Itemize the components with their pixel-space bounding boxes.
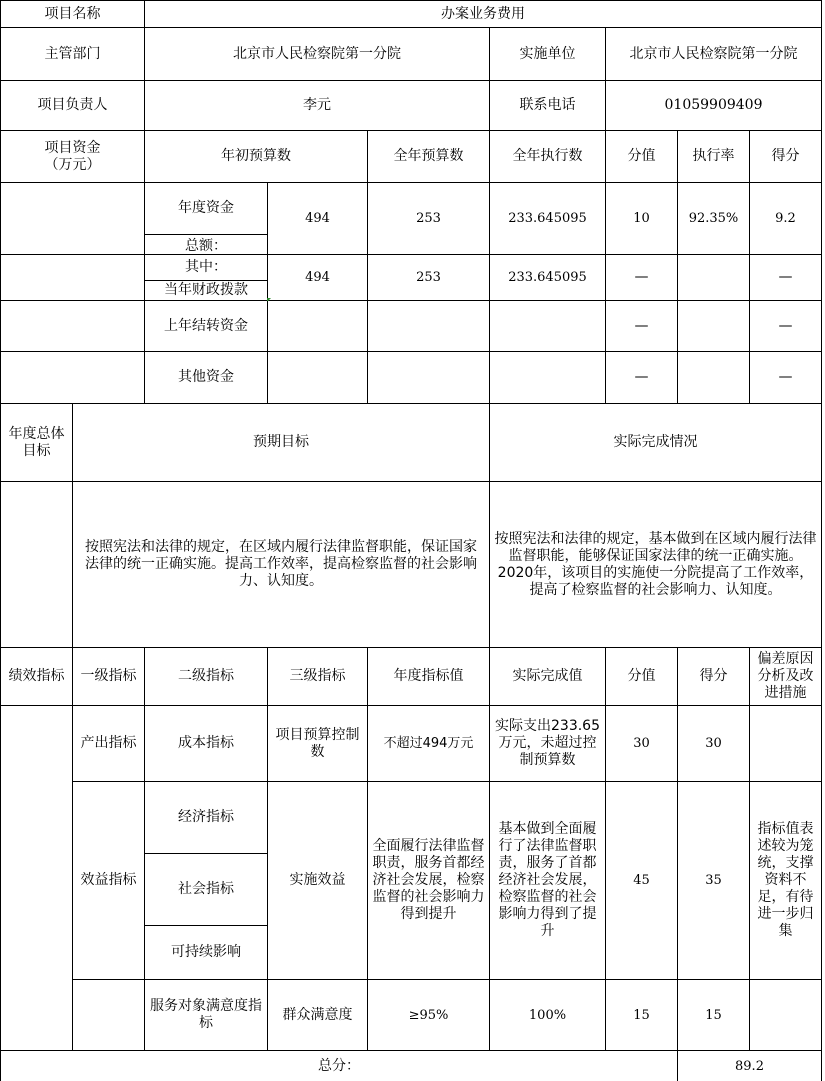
carry-rate <box>678 301 750 352</box>
current-budget: 253 <box>368 255 490 301</box>
output-score: 30 <box>678 706 750 782</box>
leader-value: 李元 <box>145 81 490 131</box>
col-annual-budget: 全年预算数 <box>368 131 490 183</box>
benefit-social: 社会指标 <box>145 854 268 926</box>
other-score-dash: — <box>750 352 822 404</box>
phone-label: 联系电话 <box>490 81 606 131</box>
carry-value-dash: — <box>606 301 678 352</box>
funds-blank-4 <box>0 352 145 404</box>
expected-goals-header: 预期目标 <box>73 404 490 482</box>
annual-goals-label: 年度总体 目标 <box>0 404 73 482</box>
benefit-reason: 指标值表述较为笼统，支撑资料不足，有待进一步归集 <box>750 782 822 980</box>
col-level3: 三级指标 <box>268 648 368 706</box>
benefit-actual: 基本做到全面履行了法律监督职责，服务了首都经济社会发展，检察监督的社会影响力得到了提升 <box>490 782 606 980</box>
col-initial-budget: 年初预算数 <box>145 131 368 183</box>
output-reason <box>750 706 822 782</box>
satisfaction-target: ≥95% <box>368 980 490 1051</box>
carry-score-dash: — <box>750 301 822 352</box>
col-level2: 二级指标 <box>145 648 268 706</box>
project-name-label: 项目名称 <box>0 0 145 28</box>
funds-label: 项目资金 （万元） <box>0 131 145 183</box>
impl-value: 北京市人民检察院第一分院 <box>606 28 822 81</box>
output-actual: 实际支出233.65万元，未超过控制预算数 <box>490 706 606 782</box>
dept-value: 北京市人民检察院第一分院 <box>145 28 490 81</box>
other-initial <box>268 352 368 404</box>
col-level1: 一级指标 <box>73 648 145 706</box>
satisfaction-level3: 群众满意度 <box>268 980 368 1051</box>
performance-blank <box>0 706 73 1051</box>
funds-blank-1 <box>0 183 145 255</box>
annual-score: 9.2 <box>750 183 822 255</box>
satisfaction-actual: 100% <box>490 980 606 1051</box>
total-label: 总分： <box>0 1051 678 1081</box>
annual-funds-label: 年度资金 <box>145 183 268 235</box>
current-appropriation-label: 当年财政拨款 <box>145 281 268 301</box>
output-level3: 项目预算控制数 <box>268 706 368 782</box>
current-rate-blank <box>678 255 750 301</box>
goals-blank <box>0 482 73 648</box>
annual-budget: 253 <box>368 183 490 255</box>
current-value-dash: — <box>606 255 678 301</box>
benefit-value: 45 <box>606 782 678 980</box>
benefit-sustainable: 可持续影响 <box>145 926 268 980</box>
benefit-economic: 经济指标 <box>145 782 268 854</box>
benefit-score: 35 <box>678 782 750 980</box>
total-value: 89.2 <box>678 1051 822 1081</box>
output-value: 30 <box>606 706 678 782</box>
impl-label: 实施单位 <box>490 28 606 81</box>
output-target: 不超过494万元 <box>368 706 490 782</box>
actual-completion-header: 实际完成情况 <box>490 404 822 482</box>
carry-budget <box>368 301 490 352</box>
satisfaction-level1 <box>73 980 145 1051</box>
other-funds-label: 其他资金 <box>145 352 268 404</box>
satisfaction-level2: 服务对象满意度指标 <box>145 980 268 1051</box>
col-perf-value: 分值 <box>606 648 678 706</box>
dept-label: 主管部门 <box>0 28 145 81</box>
annual-rate: 92.35% <box>678 183 750 255</box>
benefit-level1: 效益指标 <box>73 782 145 980</box>
performance-label: 绩效指标 <box>0 648 73 706</box>
carry-over-label: 上年结转资金 <box>145 301 268 352</box>
col-deviation-reason: 偏差原因分析及改进措施 <box>750 648 822 706</box>
col-score: 得分 <box>750 131 822 183</box>
col-actual-value: 实际完成值 <box>490 648 606 706</box>
col-annual-target: 年度指标值 <box>368 648 490 706</box>
leader-label: 项目负责人 <box>0 81 145 131</box>
carry-exec <box>490 301 606 352</box>
current-score-dash: — <box>750 255 822 301</box>
other-exec <box>490 352 606 404</box>
col-annual-exec: 全年执行数 <box>490 131 606 183</box>
funds-blank-3 <box>0 301 145 352</box>
benefit-target: 全面履行法律监督职责，服务首都经济社会发展，检察监督的社会影响力得到提升 <box>368 782 490 980</box>
output-level2: 成本指标 <box>145 706 268 782</box>
current-exec: 233.645095 <box>490 255 606 301</box>
of-which-label: 其中： <box>145 255 268 281</box>
total-label: 总额： <box>145 235 268 255</box>
project-name-value: 办案业务费用 <box>145 0 822 28</box>
col-exec-rate: 执行率 <box>678 131 750 183</box>
satisfaction-value: 15 <box>606 980 678 1051</box>
funds-blank-2 <box>0 255 145 301</box>
other-budget <box>368 352 490 404</box>
actual-completion-text: 按照宪法和法律的规定，基本做到在区域内履行法律监督职能，能够保证国家法律的统一正确实施。2020年，该项目的实施使一分院提高了工作效率，提高了检察监督的社会影响力、认知度。 <box>490 482 822 648</box>
satisfaction-score: 15 <box>678 980 750 1051</box>
benefit-level3: 实施效益 <box>268 782 368 980</box>
output-level1: 产出指标 <box>73 706 145 782</box>
annual-initial: 494 <box>268 183 368 255</box>
expected-goals-text: 按照宪法和法律的规定，在区域内履行法律监督职能，保证国家法律的统一正确实施。提高工作效率，提高检察监督的社会影响力、认知度。 <box>73 482 490 648</box>
other-rate <box>678 352 750 404</box>
current-initial: 494 <box>268 255 368 301</box>
carry-initial <box>268 301 368 352</box>
phone-value: 01059909409 <box>606 81 822 131</box>
other-value-dash: — <box>606 352 678 404</box>
annual-exec: 233.645095 <box>490 183 606 255</box>
col-score-value: 分值 <box>606 131 678 183</box>
satisfaction-reason <box>750 980 822 1051</box>
annual-value: 10 <box>606 183 678 255</box>
col-perf-score: 得分 <box>678 648 750 706</box>
